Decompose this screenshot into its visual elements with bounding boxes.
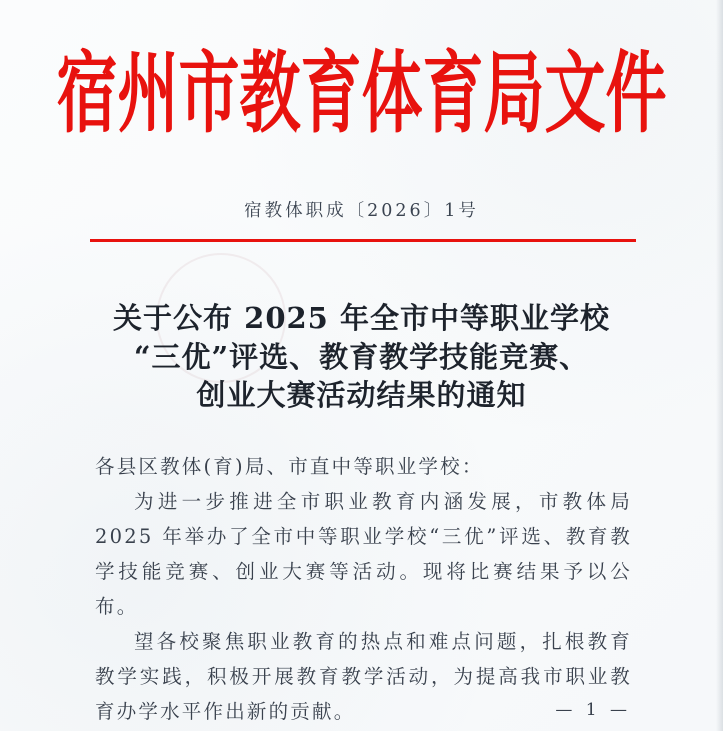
red-header-title: 宿州市教育体育局文件 xyxy=(56,42,667,146)
salutation-line: 各县区教体(育)局、市直中等职业学校： xyxy=(95,455,484,478)
body-paragraph-2: 望各校聚焦职业教育的热点和难点问题，扎根教育教学实践，积极开展教育教学活动，为提高我市职业教育办学水平作出新的贡献。 xyxy=(95,630,632,723)
document-body xyxy=(95,449,632,729)
page-number: — 1 — xyxy=(555,700,631,720)
document-title-line-3: 创业大赛活动结果的通知 xyxy=(196,378,527,412)
document-number: 宿教体职成〔2026〕1号 xyxy=(244,201,479,221)
document-title xyxy=(0,299,723,415)
document-title-line-1: 关于公布 2025 年全市中等职业学校 xyxy=(113,301,610,335)
scan-edge-shadow xyxy=(716,0,723,731)
document-title-line-2: “三优”评选、教育教学技能竞赛、 xyxy=(133,339,590,374)
body-paragraph-1: 为进一步推进全市职业教育内涵发展，市教体局 2025 年举办了全市中等职业学校“三优”评选、教育教学技能竞赛、创业大赛等活动。现将比赛结果予以公布。 xyxy=(95,490,632,618)
red-separator-rule xyxy=(90,239,636,242)
